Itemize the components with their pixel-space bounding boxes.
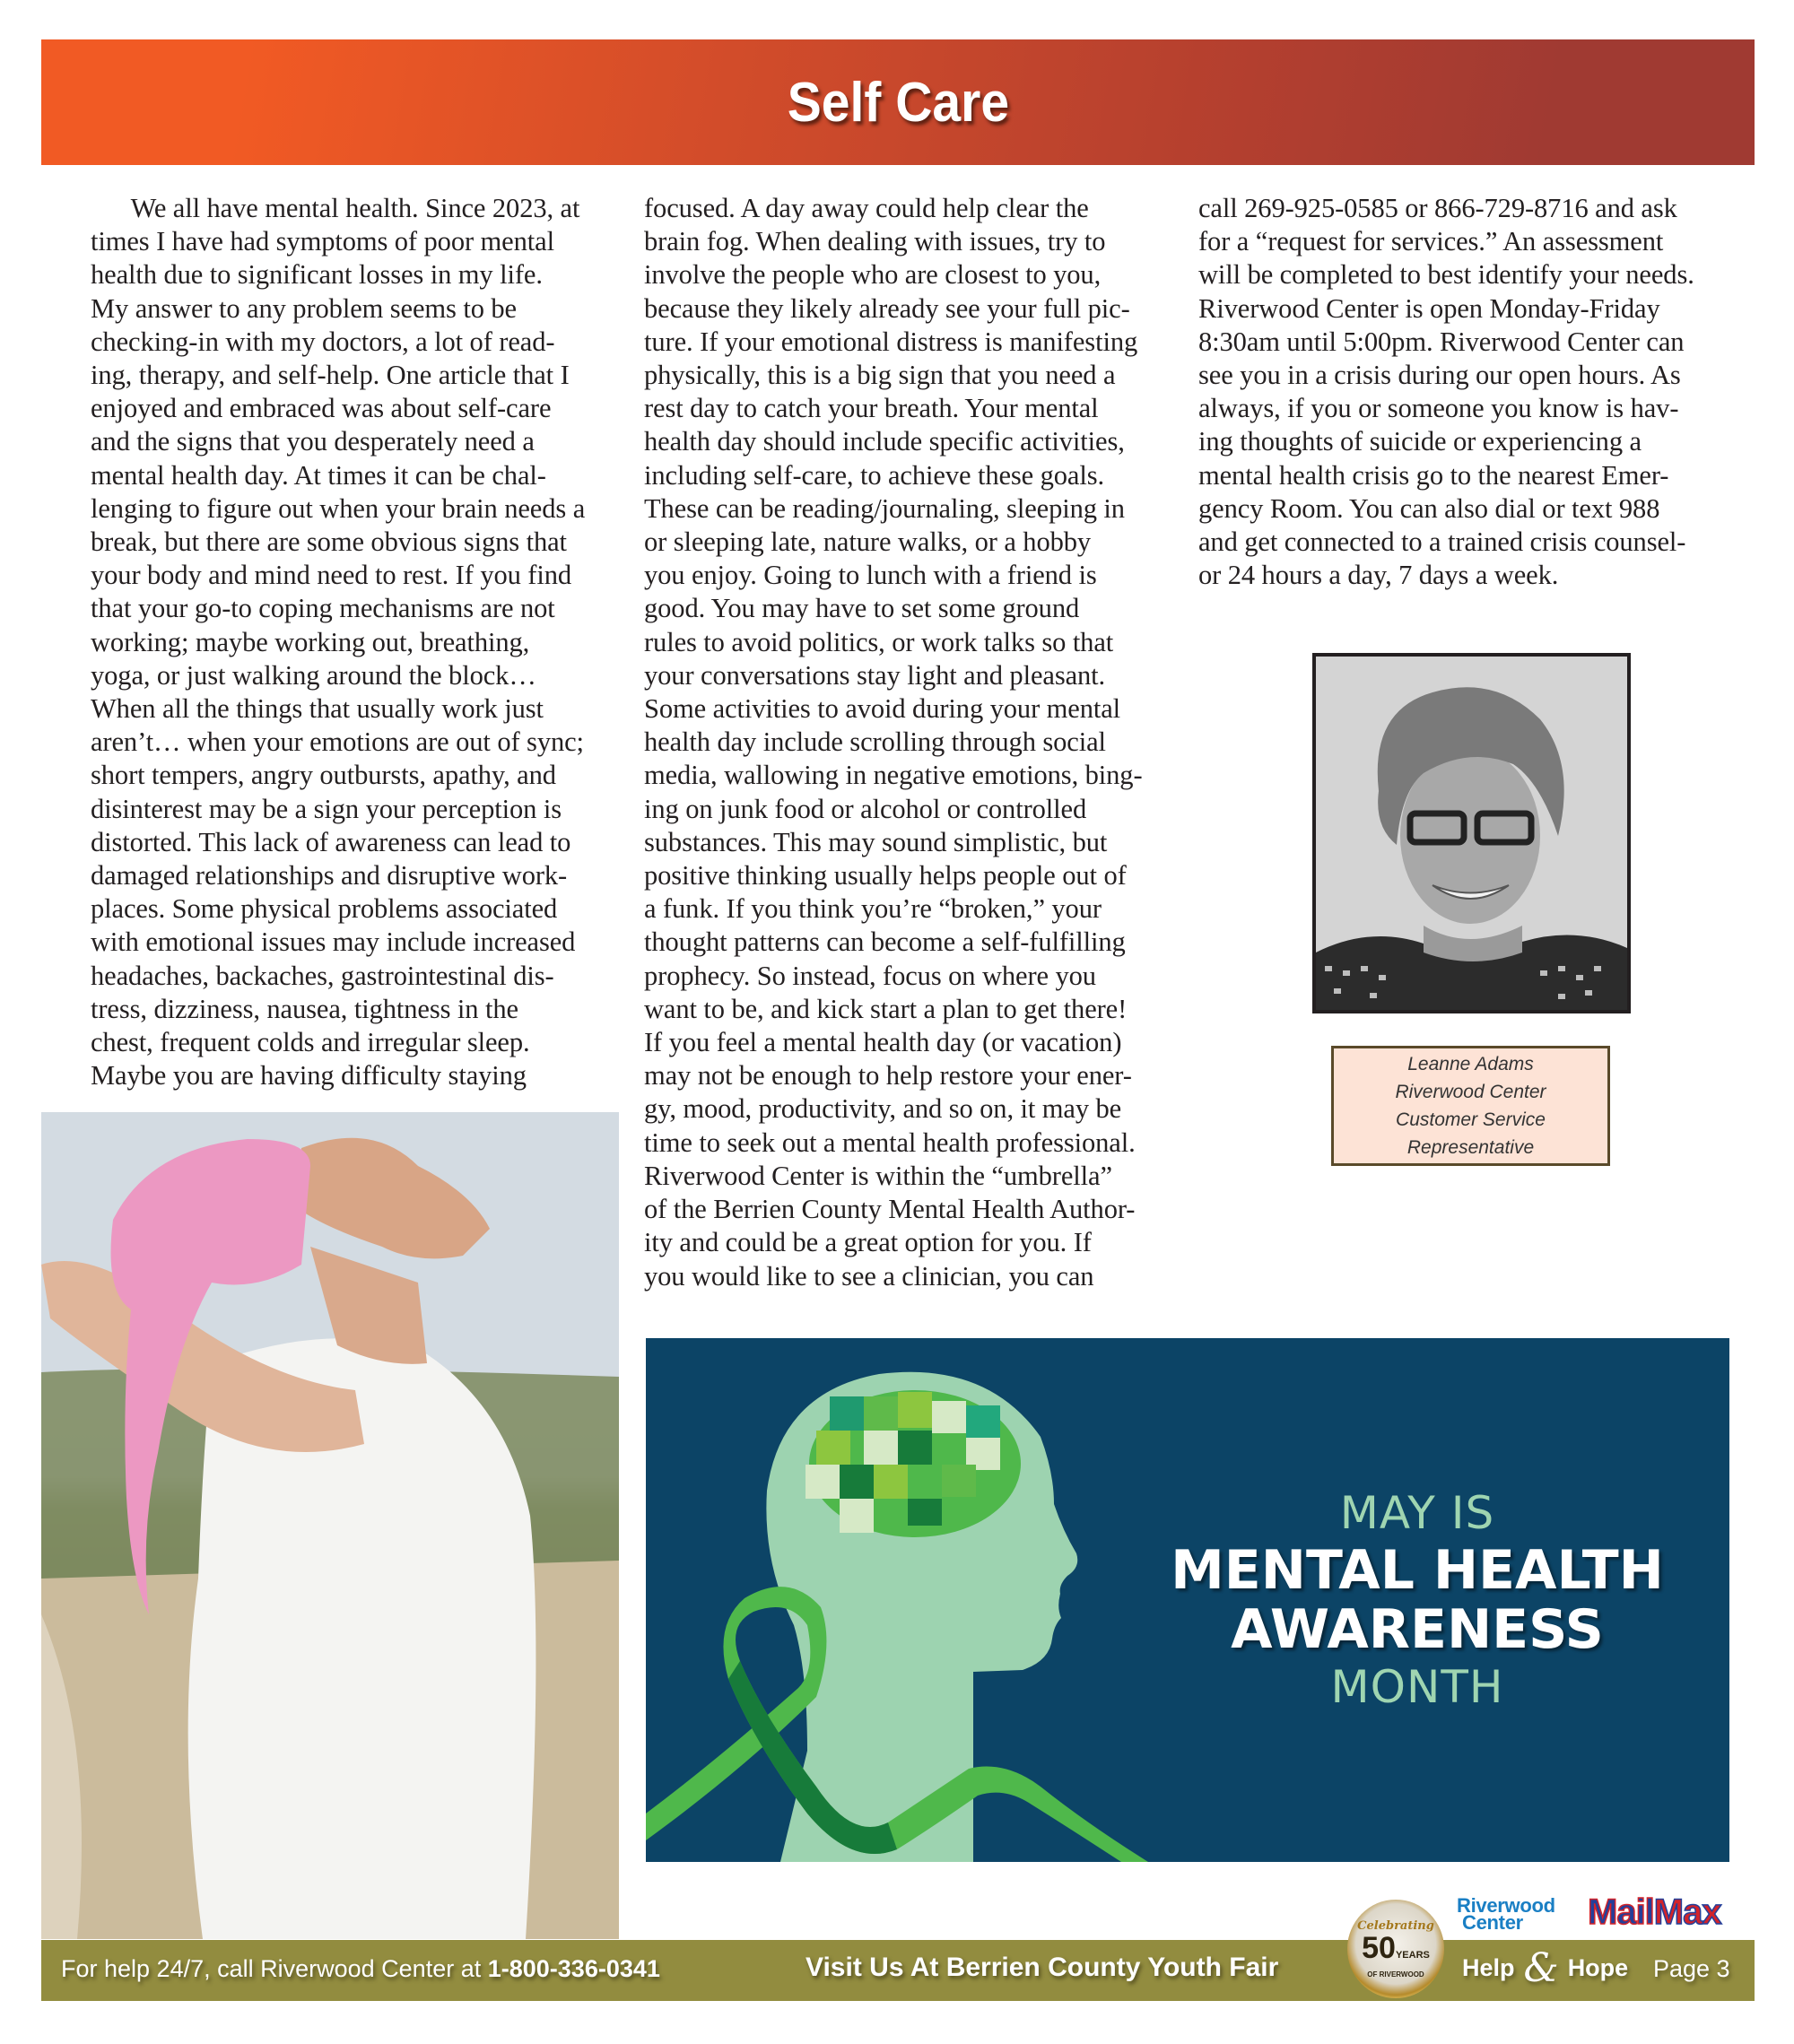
article-line: gy, mood, productivity, and so on, it may be xyxy=(644,1093,1122,1125)
help-word: Help xyxy=(1462,1954,1515,1981)
footer-help-phone: 1-800-336-0341 xyxy=(487,1955,660,1982)
article-line: working; maybe working out, breathing, xyxy=(91,626,530,657)
article-line: health day should include specific activities, xyxy=(644,426,1125,457)
riverwood-logo-line-2: Center xyxy=(1462,1911,1523,1934)
article-line: or sleeping late, nature walks, or a hobby xyxy=(644,526,1092,558)
article-line: you would like to see a clinician, you can xyxy=(644,1260,1094,1292)
article-line: checking-in with my doctors, a lot of read- xyxy=(91,326,555,357)
section-header-bar xyxy=(41,39,1755,165)
article-line: Riverwood Center is open Monday-Friday xyxy=(1198,292,1660,324)
article-line: short tempers, angry outbursts, apathy, and xyxy=(91,760,556,791)
article-line: yoga, or just walking around the block… xyxy=(91,659,536,691)
article-line: will be completed to best identify your needs. xyxy=(1198,259,1694,291)
article-line: always, if you or someone you know is hav- xyxy=(1198,393,1679,424)
article-line: of the Berrien County Mental Health Author- xyxy=(644,1194,1136,1225)
article-line: physically, this is a big sign that you need a xyxy=(644,360,1116,391)
article-line: media, wallowing in negative emotions, bing- xyxy=(644,760,1143,791)
article-line: damaged relationships and disruptive work- xyxy=(91,860,568,892)
article-line: your conversations stay light and pleasant. xyxy=(644,659,1106,691)
article-line: ity and could be a great option for you. If xyxy=(644,1227,1092,1258)
mental-health-awareness-banner xyxy=(646,1338,1729,1862)
portrait-illustration xyxy=(1316,657,1627,1010)
article-line: distorted. This lack of awareness can lead to xyxy=(91,826,571,857)
woman-photo-illustration xyxy=(41,1112,619,1939)
woman-arms-outstretched-photo xyxy=(41,1112,619,1939)
article-line: a funk. If you think you’re “broken,” your xyxy=(644,893,1102,925)
article-line: thought patterns can become a self-fulfilling xyxy=(644,926,1126,958)
article-line: gency Room. You can also dial or text 988 xyxy=(1198,492,1660,524)
article-line: prophecy. So instead, focus on where you xyxy=(644,960,1096,991)
article-line: want to be, and kick start a plan to get there! xyxy=(644,993,1128,1024)
article-line: positive thinking usually helps people out of xyxy=(644,860,1127,892)
article-line: When all the things that usually work just xyxy=(91,693,544,725)
article-line: 8:30am until 5:00pm. Riverwood Center can xyxy=(1198,326,1685,357)
article-line: call 269-925-0585 or 866-729-8716 and ask xyxy=(1198,193,1677,223)
article-line: We all have mental health. Since 2023, at xyxy=(91,193,580,223)
article-line: mental health crisis go to the nearest Emer- xyxy=(1198,459,1669,491)
article-line: ing, therapy, and self-help. One article that I xyxy=(91,360,570,391)
article-line: involve the people who are closest to you, xyxy=(644,259,1102,291)
help-and-hope-wordmark xyxy=(1462,1944,1629,1991)
article-line: times I have had symptoms of poor mental xyxy=(91,226,554,257)
article-line: substances. This may sound simplistic, but xyxy=(644,826,1108,857)
article-line: good. You may have to set some ground xyxy=(644,593,1080,624)
badge-number: 50 xyxy=(1362,1931,1396,1965)
article-line: disinterest may be a sign your perception is xyxy=(91,793,562,824)
section-title: Self Care xyxy=(787,71,1009,134)
badge-celebrating-text: Celebrating xyxy=(1357,1919,1434,1933)
article-line: These can be reading/journaling, sleeping in xyxy=(644,492,1125,524)
article-line: places. Some physical problems associated xyxy=(91,893,558,925)
staff-portrait-photo xyxy=(1312,653,1631,1013)
ampersand-icon: & xyxy=(1523,1944,1559,1991)
celebrating-50-years-badge-icon xyxy=(1347,1900,1444,1998)
article-line: and get connected to a trained crisis counsel- xyxy=(1198,526,1686,558)
footer-help-line xyxy=(61,1955,660,1983)
badge-years: YEARS xyxy=(1395,1950,1430,1961)
page-number: Page 3 xyxy=(1653,1955,1730,1982)
page-footer-bar xyxy=(41,1940,1755,2001)
article-line: ture. If your emotional distress is manifesting xyxy=(644,326,1138,357)
article-line: health due to significant losses in my life. xyxy=(91,259,543,291)
article-line: time to seek out a mental health professional. xyxy=(644,1126,1136,1158)
article-line: If you feel a mental health day (or vacation) xyxy=(644,1027,1122,1058)
article-line: Some activities to avoid during your mental xyxy=(644,693,1121,725)
article-line: health day include scrolling through social xyxy=(644,726,1106,758)
footer-help-text: For help 24/7, call Riverwood Center at xyxy=(61,1955,488,1982)
article-line: with emotional issues may include increased xyxy=(91,926,576,958)
article-line: Riverwood Center is within the “umbrella” xyxy=(644,1160,1112,1191)
banner-line-mental-health: MENTAL HEALTH xyxy=(1171,1539,1664,1602)
article-line: for a “request for services.” An assessment xyxy=(1198,226,1664,257)
badge-of-riverwood: OF RIVERWOOD xyxy=(1367,1970,1424,1979)
caption-name: Leanne Adams xyxy=(1407,1054,1534,1074)
article-line: rules to avoid politics, or work talks so that xyxy=(644,626,1114,657)
riverwood-logo-line-1: Riverwood xyxy=(1457,1894,1555,1917)
article-line: headaches, backaches, gastrointestinal dis- xyxy=(91,960,554,991)
article-line: you enjoy. Going to lunch with a friend is xyxy=(644,560,1097,591)
footer-youth-fair-text: Visit Us At Berrien County Youth Fair xyxy=(806,1953,1279,1982)
article-line: see you in a crisis during our open hours. As xyxy=(1198,360,1681,391)
article-line: lenging to figure out when your brain needs a xyxy=(91,492,586,524)
hope-word: Hope xyxy=(1567,1954,1629,1981)
banner-line-may-is: MAY IS xyxy=(1339,1487,1495,1539)
article-line: that your go-to coping mechanisms are not xyxy=(91,593,555,624)
article-line: or 24 hours a day, 7 days a week. xyxy=(1198,560,1559,591)
article-line: mental health day. At times it can be chal- xyxy=(91,459,546,491)
portrait-caption xyxy=(1331,1046,1610,1166)
article-column-2 xyxy=(644,192,1182,1293)
article-line: focused. A day away could help clear the xyxy=(644,193,1089,223)
article-line: aren’t… when your emotions are out of sync; xyxy=(91,726,584,758)
article-column-1 xyxy=(91,192,629,1092)
article-line: enjoyed and embraced was about self-care xyxy=(91,393,552,424)
article-line: chest, frequent colds and irregular sleep. xyxy=(91,1027,530,1058)
article-line: ing thoughts of suicide or experiencing a xyxy=(1198,426,1642,457)
article-line: break, but there are some obvious signs that xyxy=(91,526,567,558)
awareness-banner-text xyxy=(1130,1338,1704,1862)
banner-line-month: MONTH xyxy=(1330,1661,1504,1713)
mailmax-logo-mail: Mail xyxy=(1588,1892,1654,1932)
mailmax-logo-max: Max xyxy=(1653,1892,1721,1932)
badge-50-years xyxy=(1362,1933,1430,1970)
caption-organization: Riverwood Center xyxy=(1395,1082,1546,1102)
caption-role-line-2: Representative xyxy=(1406,1137,1535,1158)
caption-role-line-1: Customer Service xyxy=(1396,1109,1546,1130)
article-line: rest day to catch your breath. Your mental xyxy=(644,393,1099,424)
article-line: and the signs that you desperately need a xyxy=(91,426,535,457)
article-line: ing on junk food or alcohol or controlled xyxy=(644,793,1087,824)
article-line: your body and mind need to rest. If you find xyxy=(91,560,572,591)
article-line: brain fog. When dealing with issues, try to xyxy=(644,226,1106,257)
article-line: tress, dizziness, nausea, tightness in the xyxy=(91,993,518,1024)
article-line: Maybe you are having difficulty staying xyxy=(91,1060,527,1092)
article-line: may not be enough to help restore your ener- xyxy=(644,1060,1132,1092)
mailmax-logo xyxy=(1588,1894,1721,1930)
article-line: including self-care, to achieve these goals. xyxy=(644,459,1105,491)
article-line: because they likely already see your full pic- xyxy=(644,292,1130,324)
article-column-3 xyxy=(1198,192,1737,592)
head-brain-ribbon-illustration xyxy=(646,1338,1148,1862)
article-line: My answer to any problem seems to be xyxy=(91,292,517,324)
banner-line-awareness: AWARENESS xyxy=(1231,1598,1604,1661)
riverwood-center-logo xyxy=(1457,1894,1555,1934)
